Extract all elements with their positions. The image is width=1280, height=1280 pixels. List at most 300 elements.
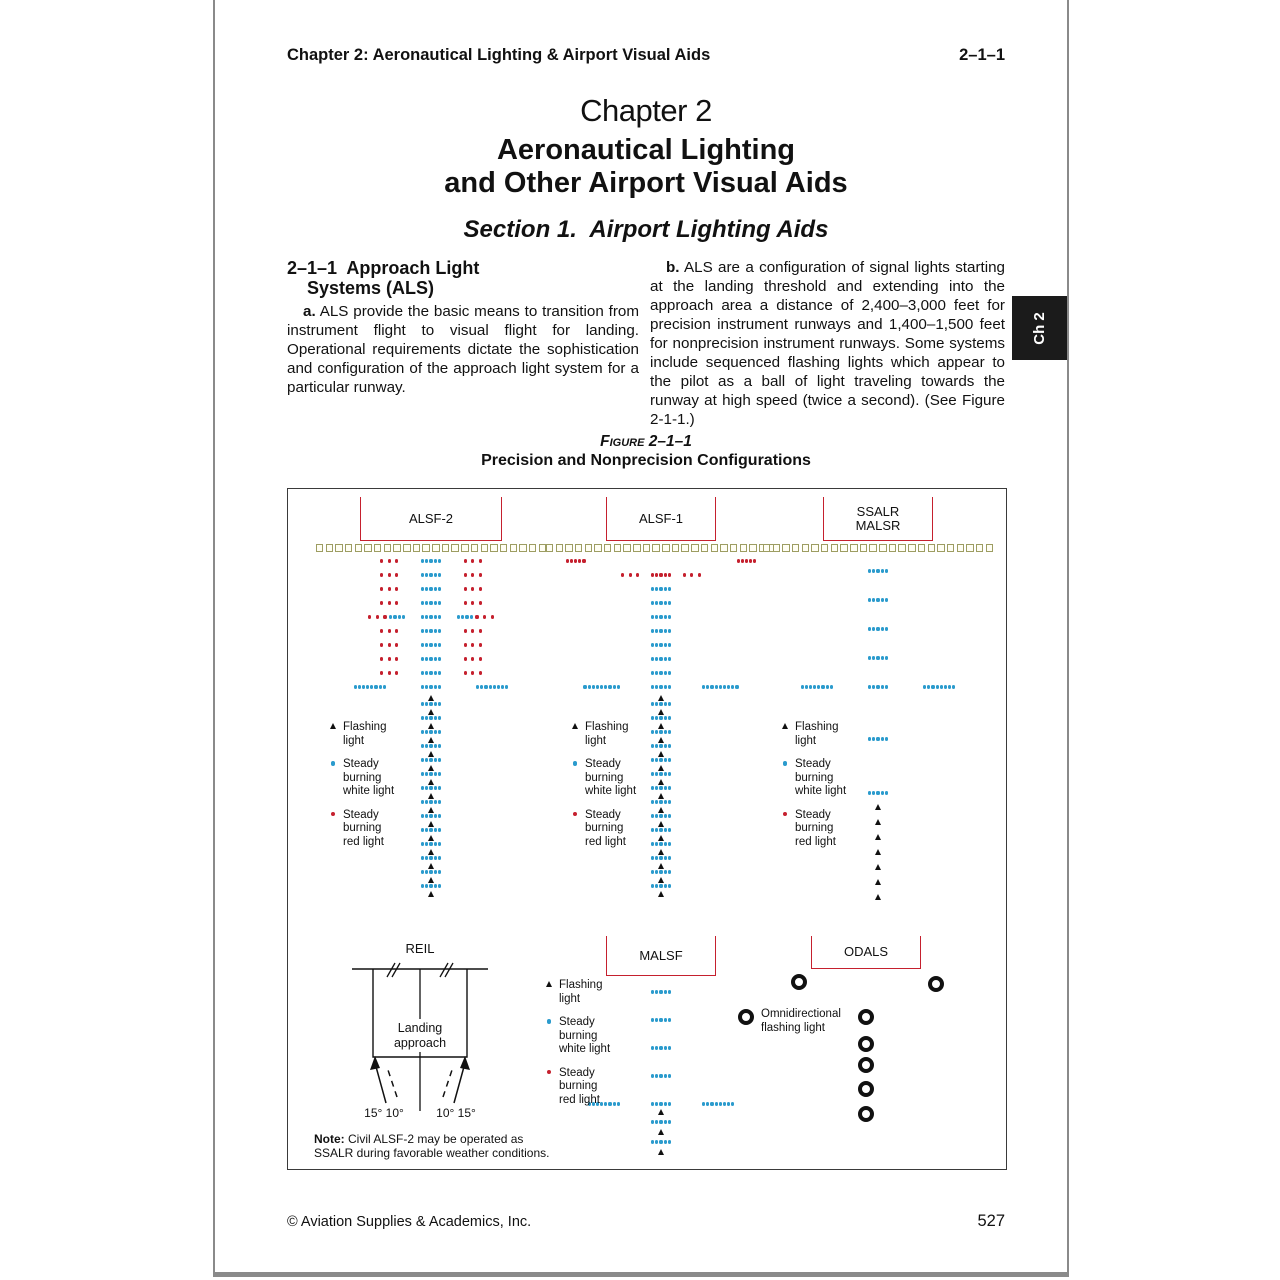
light-bar	[421, 842, 442, 845]
white-light-dot	[710, 685, 713, 688]
white-light-dot	[668, 671, 671, 674]
reil-label: REIL	[405, 941, 435, 956]
white-light-dot	[438, 842, 441, 845]
white-light-dot	[659, 716, 662, 719]
chapter-label: Chapter 2	[580, 93, 712, 128]
light-bar	[421, 629, 442, 632]
light-bar-row	[421, 772, 442, 776]
page-header	[287, 46, 1005, 65]
light-bar	[868, 569, 889, 572]
paragraph-heading	[287, 258, 639, 298]
light-bar	[421, 615, 442, 618]
light-bar-row	[421, 856, 442, 860]
light-bar	[421, 772, 442, 775]
white-light-dot	[664, 685, 667, 688]
white-light-dot	[655, 601, 658, 604]
white-light-dot	[429, 643, 432, 646]
white-light-dot	[655, 587, 658, 590]
alsf1-bracket	[606, 497, 716, 541]
white-light-dot	[715, 685, 718, 688]
threshold-light	[335, 544, 343, 552]
white-light-dot	[592, 685, 595, 688]
light-bar-row	[651, 1018, 672, 1022]
light-bar	[421, 744, 442, 747]
light-bar-row	[378, 657, 484, 661]
light-bar-row	[565, 559, 757, 563]
white-light-dot	[434, 657, 437, 660]
white-light-dot	[425, 842, 428, 845]
white-light-dot	[438, 716, 441, 719]
white-light-dot	[668, 758, 671, 761]
wdot-symbol	[331, 761, 336, 766]
red-light-dot	[388, 573, 391, 576]
red-light-dot	[380, 671, 383, 674]
white-light-dot	[438, 601, 441, 604]
red-light-dot	[464, 643, 467, 646]
rdot-icon	[328, 809, 338, 850]
sequenced-flashing-light	[428, 821, 434, 827]
threshold-light	[937, 544, 945, 552]
white-light-dot	[429, 730, 432, 733]
light-bar	[701, 1102, 735, 1105]
threshold-light	[681, 544, 689, 552]
threshold-light	[720, 544, 728, 552]
light-bar	[651, 601, 672, 604]
tri-symbol	[782, 723, 788, 729]
white-light-dot	[438, 615, 441, 618]
wdot-symbol	[783, 761, 788, 766]
note-label: Note:	[314, 1132, 345, 1146]
white-light-dot	[651, 856, 654, 859]
white-light-dot	[651, 685, 654, 688]
light-bar-row	[378, 629, 484, 633]
white-light-dot	[600, 685, 603, 688]
white-light-dot	[664, 671, 667, 674]
white-light-dot	[881, 656, 884, 659]
legend-item	[544, 979, 639, 1006]
sequenced-flashing-light	[658, 891, 664, 897]
white-light-dot	[868, 598, 871, 601]
light-bar	[619, 573, 642, 576]
red-light-dot	[464, 629, 467, 632]
white-light-dot	[425, 814, 428, 817]
threshold-light	[585, 544, 593, 552]
white-light-dot	[393, 615, 396, 618]
white-light-dot	[872, 685, 875, 688]
red-light-dot	[566, 559, 569, 562]
reil-beam-left-dashed	[387, 1067, 397, 1097]
white-light-dot	[655, 657, 658, 660]
light-bar	[421, 657, 442, 660]
threshold-light	[326, 544, 334, 552]
light-bar-row	[366, 615, 496, 619]
white-light-dot	[429, 828, 432, 831]
red-light-dot	[621, 573, 624, 576]
white-light-dot	[655, 615, 658, 618]
threshold-light	[802, 544, 810, 552]
paragraph-b	[650, 258, 1005, 429]
light-bar-row	[378, 643, 484, 647]
white-light-dot	[429, 671, 432, 674]
light-bar	[651, 1046, 672, 1049]
legend-label: Steady burning white light	[343, 758, 395, 797]
light-bar-row	[868, 569, 889, 573]
white-light-dot	[434, 702, 437, 705]
white-light-dot	[429, 559, 432, 562]
tri-icon	[328, 721, 338, 748]
white-light-dot	[425, 573, 428, 576]
legend-item	[544, 1067, 639, 1108]
white-light-dot	[429, 870, 432, 873]
light-bar	[421, 758, 442, 761]
red-light-dot	[395, 559, 398, 562]
threshold-light	[898, 544, 906, 552]
white-light-dot	[425, 730, 428, 733]
white-light-dot	[434, 856, 437, 859]
white-light-dot	[881, 627, 884, 630]
white-light-dot	[655, 990, 658, 993]
wdot-symbol	[573, 761, 578, 766]
red-light-dot	[479, 629, 482, 632]
odals-light	[928, 976, 944, 992]
white-light-dot	[727, 1102, 730, 1105]
white-light-dot	[651, 657, 654, 660]
red-light-dot	[471, 573, 474, 576]
threshold-light	[481, 544, 489, 552]
white-light-dot	[659, 1140, 662, 1143]
wdot-icon	[328, 758, 338, 799]
white-light-dot	[664, 629, 667, 632]
legend-malsf	[544, 979, 639, 1107]
white-light-dot	[664, 1140, 667, 1143]
threshold-light	[565, 544, 573, 552]
white-light-dot	[438, 573, 441, 576]
white-light-dot	[881, 685, 884, 688]
legend-alsf1	[570, 721, 665, 849]
white-light-dot	[655, 1120, 658, 1123]
figure-number: Figure 2–1–1	[600, 433, 692, 450]
white-light-dot	[655, 856, 658, 859]
red-light-dot	[464, 601, 467, 604]
threshold-light	[500, 544, 508, 552]
threshold-light	[633, 544, 641, 552]
chapter-title-block	[287, 92, 1005, 244]
white-light-dot	[881, 737, 884, 740]
light-bar-row	[421, 814, 442, 818]
white-light-dot	[868, 627, 871, 630]
white-light-dot	[617, 685, 620, 688]
red-light-dot	[388, 587, 391, 590]
reil-angles-right: 10° 15°	[436, 1106, 476, 1120]
threshold-light	[691, 544, 699, 552]
threshold-lights-row	[316, 544, 546, 552]
white-light-dot	[655, 685, 658, 688]
white-light-dot	[876, 627, 879, 630]
tri-icon	[544, 979, 554, 1006]
legend-label: Steady burning red light	[559, 1066, 600, 1106]
white-light-dot	[876, 598, 879, 601]
white-light-dot	[659, 1120, 662, 1123]
red-light-dot	[471, 629, 474, 632]
threshold-light	[604, 544, 612, 552]
text-column-left	[287, 258, 639, 397]
legend-item	[544, 1016, 639, 1057]
red-light-dot	[479, 601, 482, 604]
red-light-dot	[464, 671, 467, 674]
red-light-dot	[479, 643, 482, 646]
white-light-dot	[438, 758, 441, 761]
white-light-dot	[434, 643, 437, 646]
light-bar	[701, 685, 739, 688]
light-bar	[461, 601, 484, 604]
ssalr-label: SSALR MALSR	[855, 503, 901, 533]
white-light-dot	[659, 870, 662, 873]
white-light-dot	[668, 1018, 671, 1021]
white-light-dot	[655, 1140, 658, 1143]
white-light-dot	[668, 772, 671, 775]
white-light-dot	[480, 685, 483, 688]
light-bar	[651, 615, 672, 618]
red-light-dot	[471, 601, 474, 604]
white-light-dot	[668, 1046, 671, 1049]
threshold-light	[529, 544, 537, 552]
light-bar	[651, 1120, 672, 1123]
white-light-dot	[429, 629, 432, 632]
white-light-dot	[668, 990, 671, 993]
white-light-dot	[668, 744, 671, 747]
threshold-light	[869, 544, 877, 552]
heading-line1: 2–1–1 Approach Light	[287, 258, 480, 278]
white-light-dot	[374, 685, 377, 688]
white-light-dot	[872, 656, 875, 659]
white-light-dot	[664, 1046, 667, 1049]
white-light-dot	[927, 685, 930, 688]
red-light-dot	[636, 573, 639, 576]
white-light-dot	[429, 685, 432, 688]
white-light-dot	[876, 569, 879, 572]
alsf2-label: ALSF-2	[408, 510, 454, 526]
white-light-dot	[425, 786, 428, 789]
white-light-dot	[664, 884, 667, 887]
white-light-dot	[659, 615, 662, 618]
threshold-light	[840, 544, 848, 552]
white-light-dot	[731, 685, 734, 688]
threshold-light	[614, 544, 622, 552]
light-bar	[651, 573, 672, 576]
red-light-dot	[471, 671, 474, 674]
sequenced-flashing-light	[428, 765, 434, 771]
landing-approach-label1: Landing	[397, 1021, 443, 1035]
white-light-dot	[425, 643, 428, 646]
light-bar	[421, 814, 442, 817]
threshold-light	[442, 544, 450, 552]
white-light-dot	[809, 685, 812, 688]
threshold-light	[652, 544, 660, 552]
white-light-dot	[425, 702, 428, 705]
light-bar	[421, 671, 442, 674]
red-light-dot	[395, 643, 398, 646]
legend-item	[570, 809, 665, 850]
light-bar-row	[651, 601, 672, 605]
red-light-dot	[690, 573, 693, 576]
light-bar-row	[421, 744, 442, 748]
light-bar-row	[421, 828, 442, 832]
light-bar	[868, 627, 889, 630]
white-light-dot	[668, 643, 671, 646]
white-light-dot	[429, 800, 432, 803]
alsf2-bracket	[360, 497, 502, 541]
white-light-dot	[668, 856, 671, 859]
light-bar	[461, 559, 484, 562]
legend-odals	[738, 1008, 841, 1035]
threshold-light	[889, 544, 897, 552]
legend-label: Steady burning white light	[585, 758, 637, 797]
white-light-dot	[425, 744, 428, 747]
white-light-dot	[493, 685, 496, 688]
white-light-dot	[425, 587, 428, 590]
tri-symbol	[572, 723, 578, 729]
red-light-dot	[388, 601, 391, 604]
threshold-light	[773, 544, 781, 552]
threshold-light	[384, 544, 392, 552]
red-light-dot	[388, 629, 391, 632]
red-light-dot	[479, 671, 482, 674]
white-light-dot	[668, 716, 671, 719]
white-light-dot	[659, 1102, 662, 1105]
white-light-dot	[664, 643, 667, 646]
red-light-dot	[651, 573, 654, 576]
white-light-dot	[438, 657, 441, 660]
white-light-dot	[429, 758, 432, 761]
tri-icon	[780, 721, 790, 748]
light-bar-row	[651, 1074, 672, 1078]
light-bar	[868, 598, 889, 601]
white-light-dot	[830, 685, 833, 688]
white-light-dot	[723, 685, 726, 688]
section-title: Section 1. Airport Lighting Aids	[463, 216, 829, 243]
white-light-dot	[651, 1046, 654, 1049]
white-light-dot	[434, 629, 437, 632]
light-bar-row	[651, 856, 672, 860]
red-light-dot	[471, 643, 474, 646]
threshold-light	[345, 544, 353, 552]
white-light-dot	[402, 615, 405, 618]
sequenced-flashing-light	[658, 1149, 664, 1155]
light-bar-row	[651, 716, 672, 720]
sequenced-flashing-light	[428, 695, 434, 701]
white-light-dot	[651, 671, 654, 674]
white-light-dot	[425, 758, 428, 761]
white-light-dot	[868, 656, 871, 659]
white-light-dot	[659, 884, 662, 887]
red-light-dot	[388, 671, 391, 674]
light-bar	[461, 587, 484, 590]
white-light-dot	[651, 1120, 654, 1123]
red-light-dot	[479, 559, 482, 562]
threshold-light	[316, 544, 324, 552]
light-bar	[461, 657, 484, 660]
red-light-dot	[464, 573, 467, 576]
white-light-dot	[434, 870, 437, 873]
white-light-dot	[651, 884, 654, 887]
light-bar-row	[651, 587, 672, 591]
light-bar	[565, 559, 586, 562]
white-light-dot	[668, 1074, 671, 1077]
white-light-dot	[434, 842, 437, 845]
white-light-dot	[813, 685, 816, 688]
white-light-dot	[664, 716, 667, 719]
red-light-dot	[380, 629, 383, 632]
white-light-dot	[731, 1102, 734, 1105]
threshold-light	[393, 544, 401, 552]
white-light-dot	[668, 657, 671, 660]
red-light-dot	[479, 657, 482, 660]
light-bar	[800, 685, 834, 688]
white-light-dot	[389, 615, 392, 618]
page-number: 527	[977, 1212, 1005, 1230]
white-light-dot	[664, 870, 667, 873]
white-light-dot	[801, 685, 804, 688]
white-light-dot	[583, 685, 586, 688]
white-light-dot	[659, 990, 662, 993]
wdot-symbol	[547, 1019, 552, 1024]
paragraph-b-text: ALS are a configuration of signal lights starting at the landing threshold and extending into the approach area a distance of 2,400–3,000 feet for precision instrument runways and 1,400–1,500 feet for nonprecision instrument runways. Some systems include sequenced flashing lights which appear to the pilot as a ball of light traveling towards the runway at high speed (twice a second). (See Figure 2-1-1.)	[650, 259, 1005, 428]
light-bar-row	[421, 702, 442, 706]
white-light-dot	[429, 615, 432, 618]
white-light-dot	[429, 786, 432, 789]
red-light-dot	[655, 573, 658, 576]
white-light-dot	[668, 629, 671, 632]
sequenced-flashing-light	[428, 835, 434, 841]
white-light-dot	[655, 1074, 658, 1077]
white-light-dot	[366, 685, 369, 688]
white-light-dot	[438, 587, 441, 590]
light-bar	[378, 657, 401, 660]
red-light-dot	[745, 559, 748, 562]
light-bar-row	[651, 671, 672, 675]
reil-arrowhead-right	[460, 1056, 470, 1070]
white-light-dot	[651, 1140, 654, 1143]
alsf1-label: ALSF-1	[638, 510, 684, 526]
white-light-dot	[651, 990, 654, 993]
white-light-dot	[429, 772, 432, 775]
threshold-light	[811, 544, 819, 552]
white-light-dot	[421, 643, 424, 646]
white-light-dot	[659, 1074, 662, 1077]
sequenced-flashing-light	[875, 849, 881, 855]
sequenced-flashing-light	[875, 879, 881, 885]
white-light-dot	[936, 685, 939, 688]
white-light-dot	[429, 814, 432, 817]
light-bar	[651, 884, 672, 887]
threshold-light	[422, 544, 430, 552]
white-light-dot	[885, 656, 888, 659]
white-light-dot	[438, 814, 441, 817]
figure-note	[314, 1132, 562, 1160]
white-light-dot	[651, 716, 654, 719]
white-light-dot	[438, 884, 441, 887]
sequenced-flashing-light	[428, 751, 434, 757]
white-light-dot	[868, 569, 871, 572]
light-bar-row	[651, 990, 672, 994]
white-light-dot	[425, 884, 428, 887]
legend-label: Flashing light	[795, 721, 839, 747]
white-light-dot	[476, 685, 479, 688]
light-bar	[651, 629, 672, 632]
white-light-dot	[434, 671, 437, 674]
white-light-dot	[651, 615, 654, 618]
malsf-label: MALSF	[639, 947, 683, 963]
